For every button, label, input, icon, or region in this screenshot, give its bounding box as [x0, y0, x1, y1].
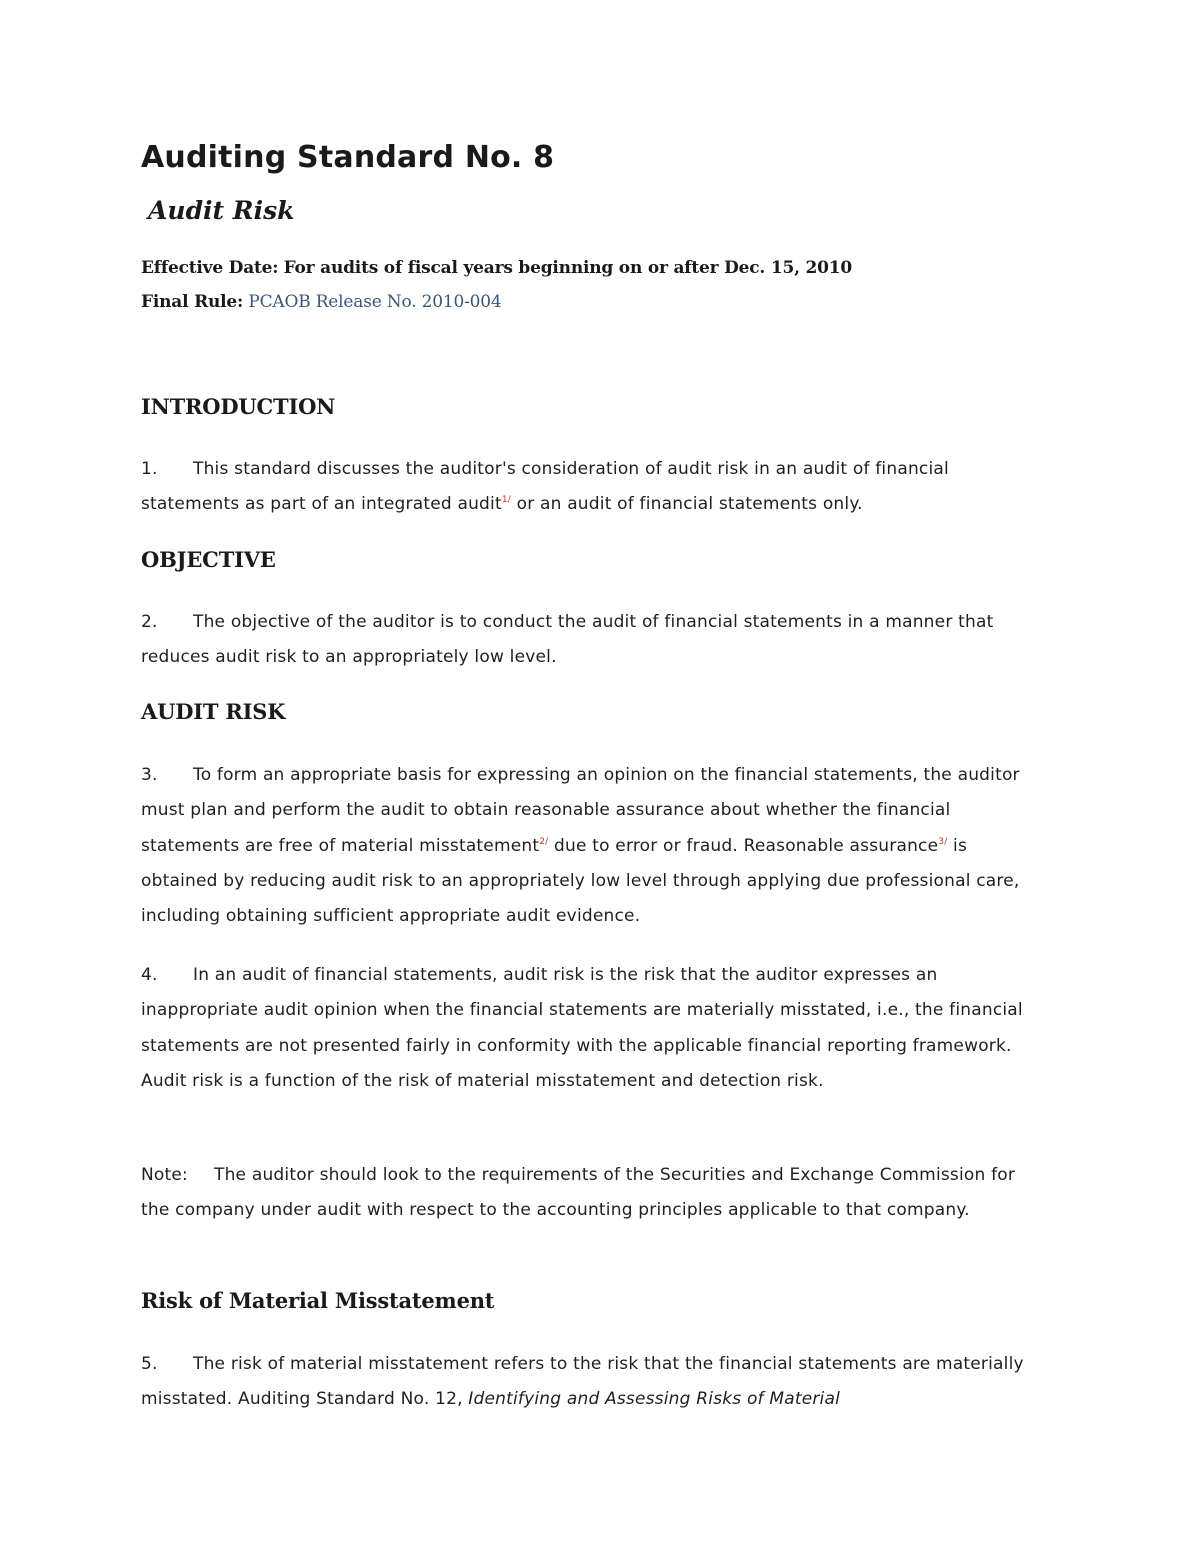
paragraph-text: The risk of material misstatement refers to the risk that the financial statements are materially misstated. Auditing Standard No. 12,: [141, 1354, 1024, 1410]
final-rule-label: Final Rule:: [141, 292, 244, 312]
paragraph-text: or an audit of financial statements only.: [511, 494, 863, 515]
paragraph-number: 4.: [141, 965, 158, 985]
heading-objective: OBJECTIVE: [141, 547, 276, 572]
document-title: Auditing Standard No. 8: [141, 140, 555, 175]
footnote-ref-3[interactable]: 3/: [938, 836, 948, 847]
footnote-ref-1[interactable]: 1/: [501, 495, 511, 506]
note-paragraph: [141, 1158, 1041, 1229]
final-rule: [141, 292, 501, 312]
heading-introduction: INTRODUCTION: [141, 394, 336, 419]
final-rule-link[interactable]: PCAOB Release No. 2010-004: [248, 292, 502, 312]
paragraph-number: 3.: [141, 765, 158, 785]
effective-date-value: For audits of fiscal years beginning on or after Dec. 15, 2010: [283, 258, 853, 278]
note-text: The auditor should look to the requirements of the Securities and Exchange Commission for the company under audit with respect to the accounting principles applicable to that company.: [141, 1165, 1016, 1221]
heading-audit-risk: AUDIT RISK: [141, 699, 286, 724]
paragraph-3: [141, 758, 1041, 934]
paragraph-number: 1.: [141, 459, 158, 479]
paragraph-number: 2.: [141, 612, 158, 632]
heading-risk-of-material-misstatement: Risk of Material Misstatement: [141, 1288, 495, 1313]
paragraph-4: [141, 958, 1041, 1099]
paragraph-5: [141, 1347, 1041, 1418]
standard-title-italic: Identifying and Assessing Risks of Material: [468, 1389, 841, 1410]
paragraph-number: 5.: [141, 1354, 158, 1374]
paragraph-2: [141, 605, 1041, 676]
paragraph-text: The objective of the auditor is to conduct the audit of financial statements in a manner that reduces audit risk to an appropriately low level.: [141, 612, 994, 668]
document-subtitle: Audit Risk: [148, 196, 295, 225]
footnote-ref-2[interactable]: 2/: [539, 836, 549, 847]
paragraph-text: In an audit of financial statements, audit risk is the risk that the auditor expresses an inappropriate audit opinion when the financial statements are materially misstated, i.e., the financial statements are not presented fairly in conformity with the applicable financial reporting framework. Audit risk is a function of the risk of material misstatement and detection risk.: [141, 965, 1023, 1091]
note-label: Note:: [141, 1165, 188, 1185]
effective-date-label: Effective Date:: [141, 258, 279, 278]
effective-date: [141, 258, 852, 278]
paragraph-text: is obtained by reducing audit risk to an appropriately low level through applying due professional care, including obtaining sufficient appropriate audit evidence.: [141, 835, 1020, 927]
paragraph-text: due to error or fraud. Reasonable assurance: [548, 835, 939, 856]
paragraph-text: To form an appropriate basis for expressing an opinion on the financial statements, the auditor must plan and perform the audit to obtain reasonable assurance about whether the financial statements are free of material misstatement: [141, 765, 1020, 856]
paragraph-1: [141, 452, 1041, 523]
paragraph-text: This standard discusses the auditor's consideration of audit risk in an audit of financial statements as part of an integrated audit: [141, 459, 949, 515]
